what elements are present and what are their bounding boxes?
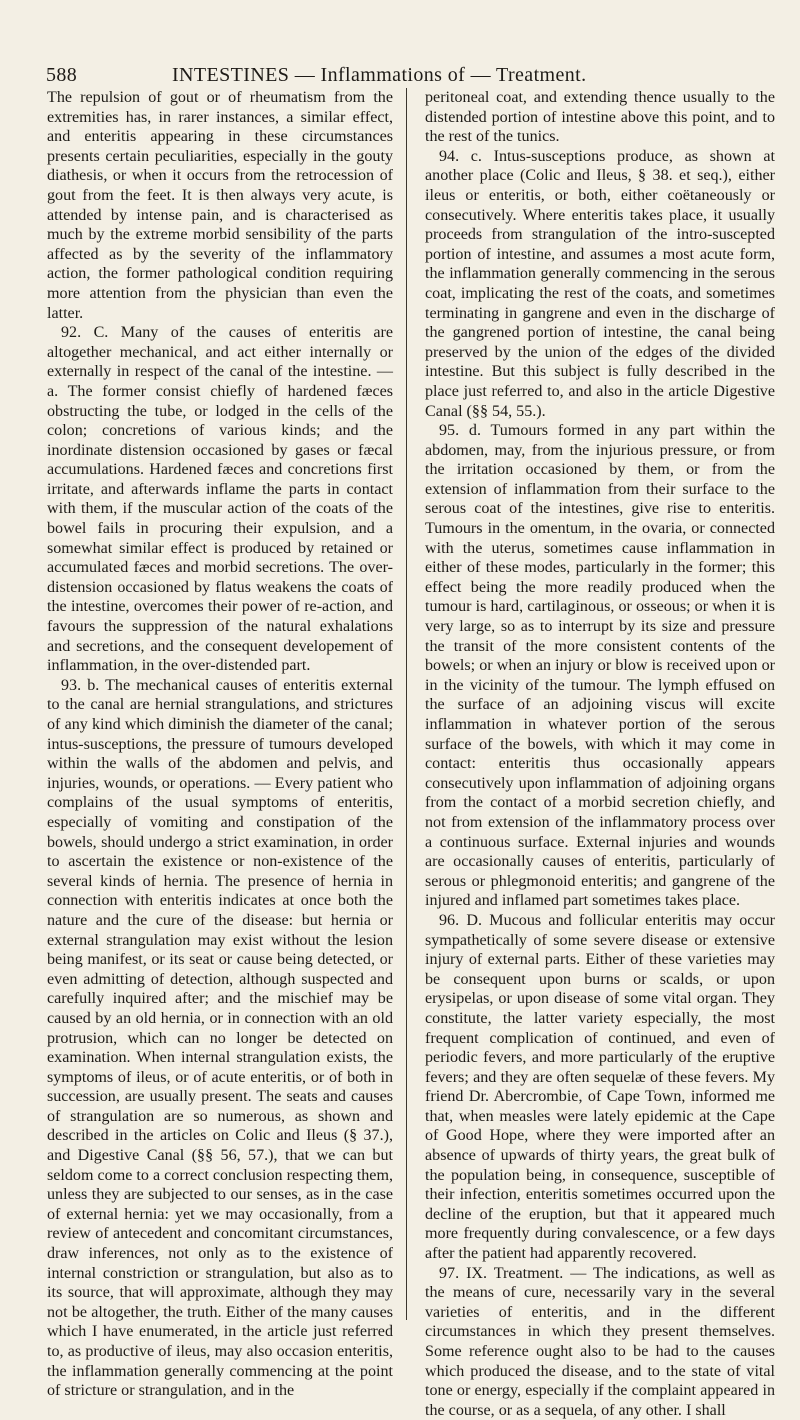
paragraph: peritoneal coat, and extending thence usually to the distended portion of intestine above this point, and to the rest of the tunics. — [425, 89, 775, 146]
left-column — [47, 88, 393, 1400]
paragraph: 95. d. Tumours formed in any part within the abdomen, may, from the injurious pressure, or from the irritation occasioned by them, or from the extension of inflammation from their surface to the serous coat of the intestines, give rise to enteritis. Tumours in the omentum, in the ovaria, or connected with the uterus, sometimes cause inflammation in either of these modes, particularly in the former; this effect being the more readily produced when the tumour is hard, cartilaginous, or osseous; or when it is very large, so as to interrupt by its size and pressure the transit of the more consistent contents of the bowels; or when an injury or blow is received upon or in the vicinity of the tumour. The lymph effused on the surface of an adjoining viscus will excite inflammation in whatever portion of the serous surface of the bowels, with which it may come in contact: enteritis thus occasionally appears consecutively upon inflammation of adjoining organs from the contact of a morbid secretion chiefly, and not from extension of the inflammatory process over a continuous surface. External injuries and wounds are occasionally causes of enteritis, particularly of serous or phlegmonoid enteritis; and gangrene of the injured and inflamed part sometimes takes place. — [425, 422, 775, 910]
page-header — [46, 64, 760, 90]
paragraph: The repulsion of gout or of rheumatism from the extremities has, in rarer instances, a similar effect, and enteritis appearing in these circumstances presents certain peculiarities, especially in the gouty diathesis, or when it occurs from the retrocession of gout from the feet. It is then always very acute, is attended by intense pain, and is characterised as much by the extreme morbid sensibility of the parts affected as by the severity of the inflammatory action, the former pathological condition requiring more attention from the physician than even the latter. — [47, 89, 393, 322]
paragraph: 93. b. The mechanical causes of enteritis external to the canal are hernial strangulations, and strictures of any kind which diminish the diameter of the canal; intus-susceptions, the pressure of tumours developed within the walls of the abdomen and pelvis, and injuries, wounds, or operations. — Every patient who complains of the usual symptoms of enteritis, especially of vomiting and constipation of the bowels, should undergo a strict examination, in order to ascertain the existence or non-existence of the several kinds of hernia. The presence of hernia in connection with enteritis indicates at once both the nature and the cure of the disease: but hernia or external strangulation may exist without the lesion being manifest, or its seat or cause being detected, or even admitting of detection, although suspected and carefully inquired after; and the mischief may be caused by an old hernia, or in connection with an old protrusion, which can no longer be detected on examination. When internal strangulation exists, the symptoms of ileus, or of acute enteritis, or of both in succession, are usually present. The seats and causes of strangulation are so numerous, as shown and described in the articles on Colic and Ileus (§ 37.), and Digestive Canal (§§ 56, 57.), that we can but seldom come to a correct conclusion respecting them, unless they are subjected to our senses, as in the case of external hernia: yet we may occasionally, from a review of antecedent and concomitant circumstances, draw inferences, not only as to the existence of internal constriction or strangulation, but also as to its source, that will approximate, although they may not be altogether, the truth. Either of the many causes which I have enumerated, in the article just referred to, as productive of ileus, may also occasion enteritis, the inflammation generally commencing at the point of stricture or strangulation, and in the — [47, 676, 393, 1400]
running-title: INTESTINES — Inflammations of — Treatment. — [172, 64, 587, 86]
right-column — [425, 88, 775, 1419]
page-number: 588 — [46, 64, 78, 86]
paragraph: 92. C. Many of the causes of enteritis are altogether mechanical, and act either internally or externally in respect of the canal of the intestine. — a. The former consist chiefly of hardened fæces obstructing the tube, or lodged in the cells of the colon; concretions of various kinds; and the inordinate distension occasioned by gases or fæcal accumulations. Hardened fæces and concretions first irritate, and afterwards inflame the parts in contact with them, if the muscular action of the coats of the bowel fails in procuring their expulsion, and a somewhat similar effect is produced by retained or accumulated fæces and morbid secretions. The over-distension occasioned by flatus weakens the coats of the intestine, overcomes their power of re-action, and favours the suppression of the natural exhalations and secretions, and the consequent developement of inflammation, in the over-distended part. — [47, 324, 393, 675]
column-divider — [406, 88, 407, 1320]
paragraph: 94. c. Intus-susceptions produce, as shown at another place (Colic and Ileus, § 38. et seq.), either ileus or enteritis, or both, either coëtaneously or consecutively. Where enteritis takes place, it usually proceeds from strangulation of the intro-suscepted portion of intestine, and assumes a most acute form, the inflammation generally commencing in the serous coat, implicating the rest of the coats, and sometimes terminating in gangrene and even in the discharge of the gangrened portion of intestine, the canal being preserved by the union of the edges of the divided intestine. But this subject is fully described in the place just referred to, and also in the article Digestive Canal (§§ 54, 55.). — [425, 147, 775, 420]
paragraph: 97. IX. Treatment. — The indications, as well as the means of cure, necessarily vary in the several varieties of enteritis, and in the different circumstances in which they present themselves. Some reference ought also to be had to the causes which produced the disease, and to the state of vital tone or energy, especially if the complaint appeared in the course, or as a sequela, of any other. I shall — [425, 1264, 775, 1419]
paragraph: 96. D. Mucous and follicular enteritis may occur sympathetically of some severe disease or extensive injury of external parts. Either of these varieties may be consequent upon burns or scalds, or upon erysipelas, or upon disease of some vital organ. They constitute, the latter variety especially, the most frequent complication of continued, and even of periodic fevers, and more particularly of the eruptive fevers; and they are often sequelæ of these fevers. My friend Dr. Abercrombie, of Cape Town, informed me that, when measles were lately epidemic at the Cape of Good Hope, where they were imported after an absence of upwards of thirty years, the great bulk of the population being, in consequence, susceptible of their infection, enteritis sometimes occurred upon the decline of the eruption, but that it appeared much more frequently during convalescence, or a few days after the patient had apparently recovered. — [425, 911, 775, 1263]
